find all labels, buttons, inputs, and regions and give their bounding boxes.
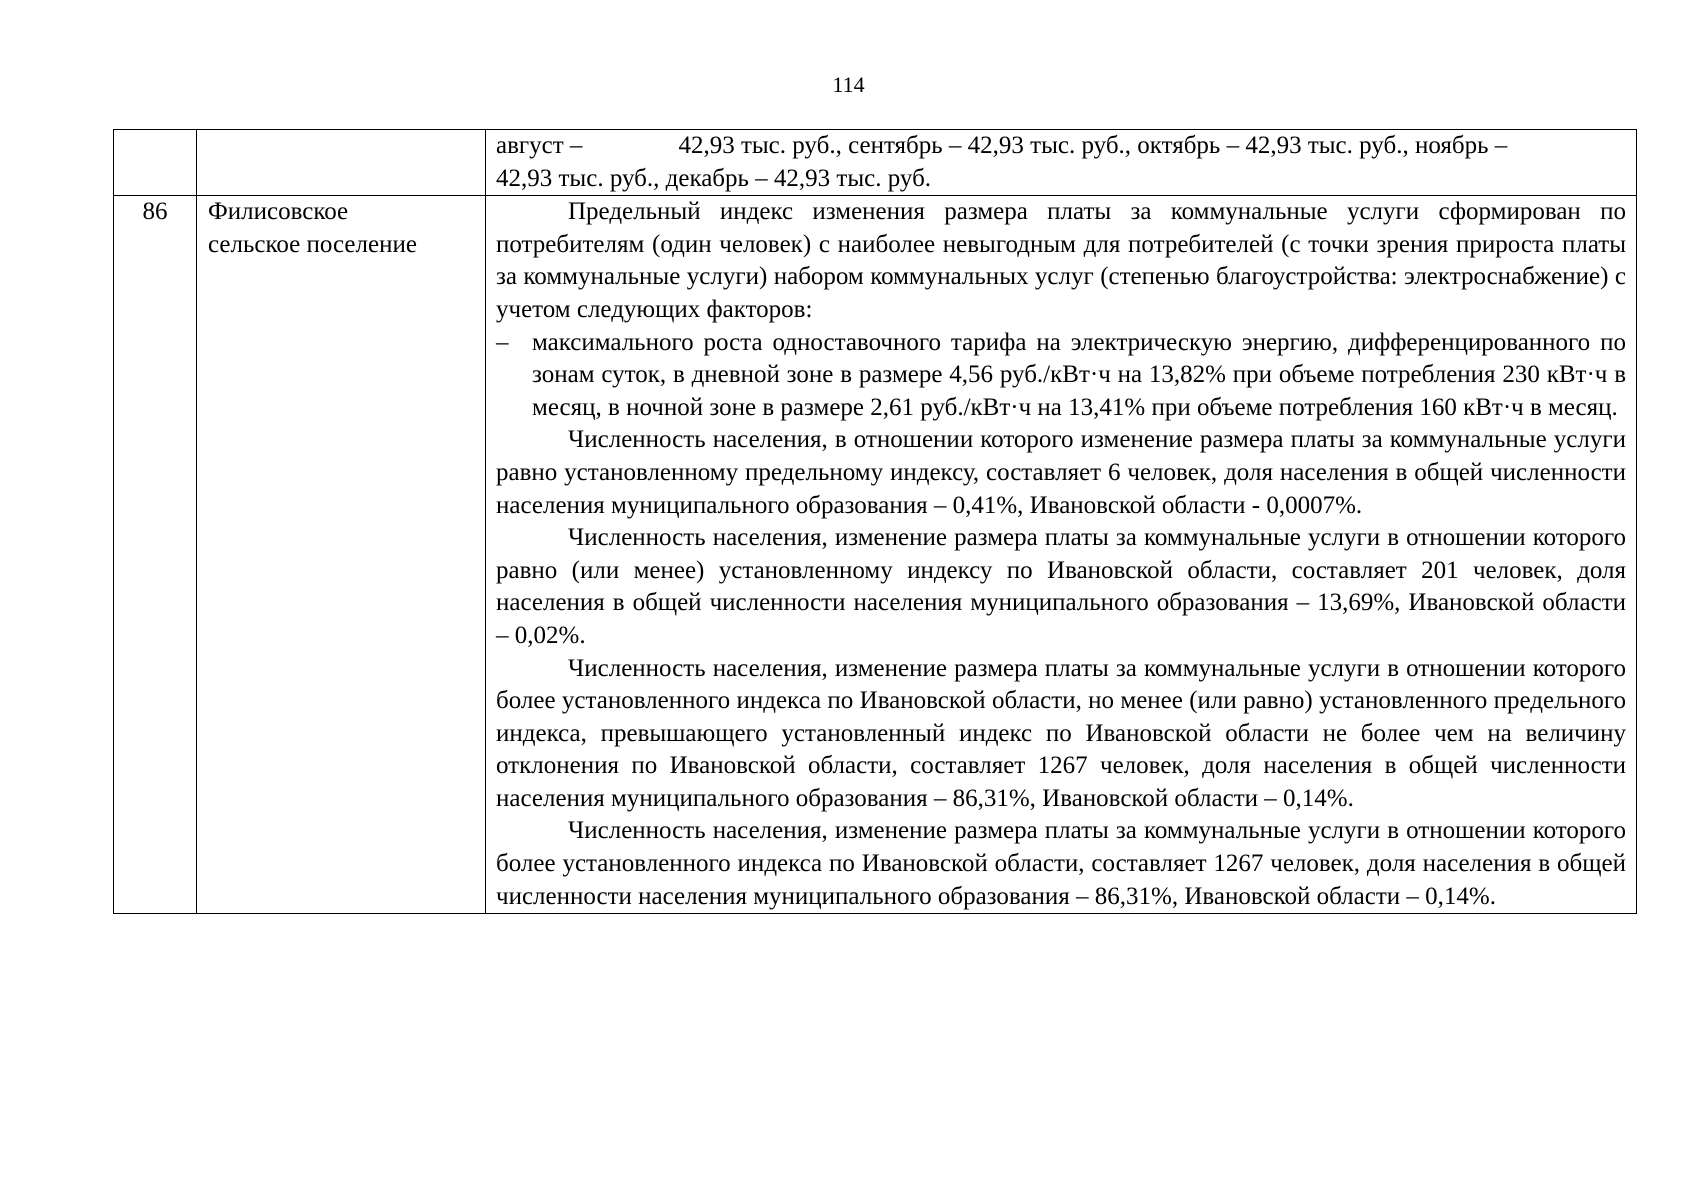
bullet-text: максимального роста одноставочного тарифа на электрическую энергию, дифференцированного по зонам суток, в дневной зоне в размере 4,56 руб./кВт·ч на 13,82% при объеме потребления 230 кВт·ч в месяц, в ночной зоне в размере 2,61 руб./кВт·ч на 13,41% при объеме потребления 160 кВт·ч в месяц.	[532, 328, 1626, 421]
population-paragraph-4: Численность населения, изменение размера платы за коммунальные услуги в отношении которого более установленного индекса по Ивановской области, составляет 1267 человек, доля населения в общей численности населения муниципального образования – 86,31%, Ивановской области – 0,14%.	[496, 817, 1626, 910]
table-row-86	[114, 196, 1637, 914]
page-number: 114	[832, 72, 865, 97]
monthly-values-rest: 42,93 тыс. руб., сентябрь – 42,93 тыс. руб., октябрь – 42,93 тыс. руб., ноябрь –	[678, 132, 1508, 159]
monthly-values-line-2: 42,93 тыс. руб., декабрь – 42,93 тыс. руб.	[496, 164, 932, 192]
settlement-name-line-2: сельское поселение	[208, 230, 417, 258]
month-august-label: август –	[496, 132, 583, 159]
row-number-cell	[114, 130, 197, 196]
population-paragraph-3: Численность населения, изменение размера платы за коммунальные услуги в отношении которого более установленного индекса по Ивановской области, но менее (или равно) установленного предельного индекса, превышающего установленный индекс по Ивановской области не более чем на величину отклонения по Ивановской области, составляет 1267 человек, доля населения в общей численности населения муниципального образования – 86,31%, Ивановской области – 0,14%.	[496, 654, 1626, 812]
table-row-continued	[114, 130, 1637, 196]
monthly-values-line-1	[496, 130, 1626, 163]
row-number-cell: 86	[114, 196, 197, 914]
bullet-dash: –	[496, 328, 509, 356]
settlement-name-cell	[197, 196, 486, 914]
population-paragraph-1: Численность населения, в отношении которого изменение размера платы за коммунальные услуги равно установленному предельному индексу, составляет 6 человек, доля населения в общей численности населения муниципального образования – 0,41%, Ивановской области - 0,0007%.	[496, 426, 1626, 519]
settlement-name-cell	[197, 130, 486, 196]
settlement-name-line-1: Филисовское	[208, 198, 349, 226]
bullet-item	[496, 327, 1626, 425]
municipal-index-table	[113, 129, 1637, 914]
description-cell	[486, 196, 1637, 914]
population-paragraph-2: Численность населения, изменение размера платы за коммунальные услуги в отношении которого равно (или менее) установленному индексу по Ивановской области, составляет 201 человек, доля населения в общей численности населения муниципального образования – 13,69%, Ивановской области – 0,02%.	[496, 524, 1626, 649]
description-cell	[486, 130, 1637, 196]
intro-paragraph: Предельный индекс изменения размера платы за коммунальные услуги сформирован по потребителям (один человек) с наиболее невыгодным для потребителей (с точки зрения прироста платы за коммунальные услуги) набором коммунальных услуг (степенью благоустройства: электроснабжение) с учетом следующих факторов:	[496, 198, 1626, 323]
